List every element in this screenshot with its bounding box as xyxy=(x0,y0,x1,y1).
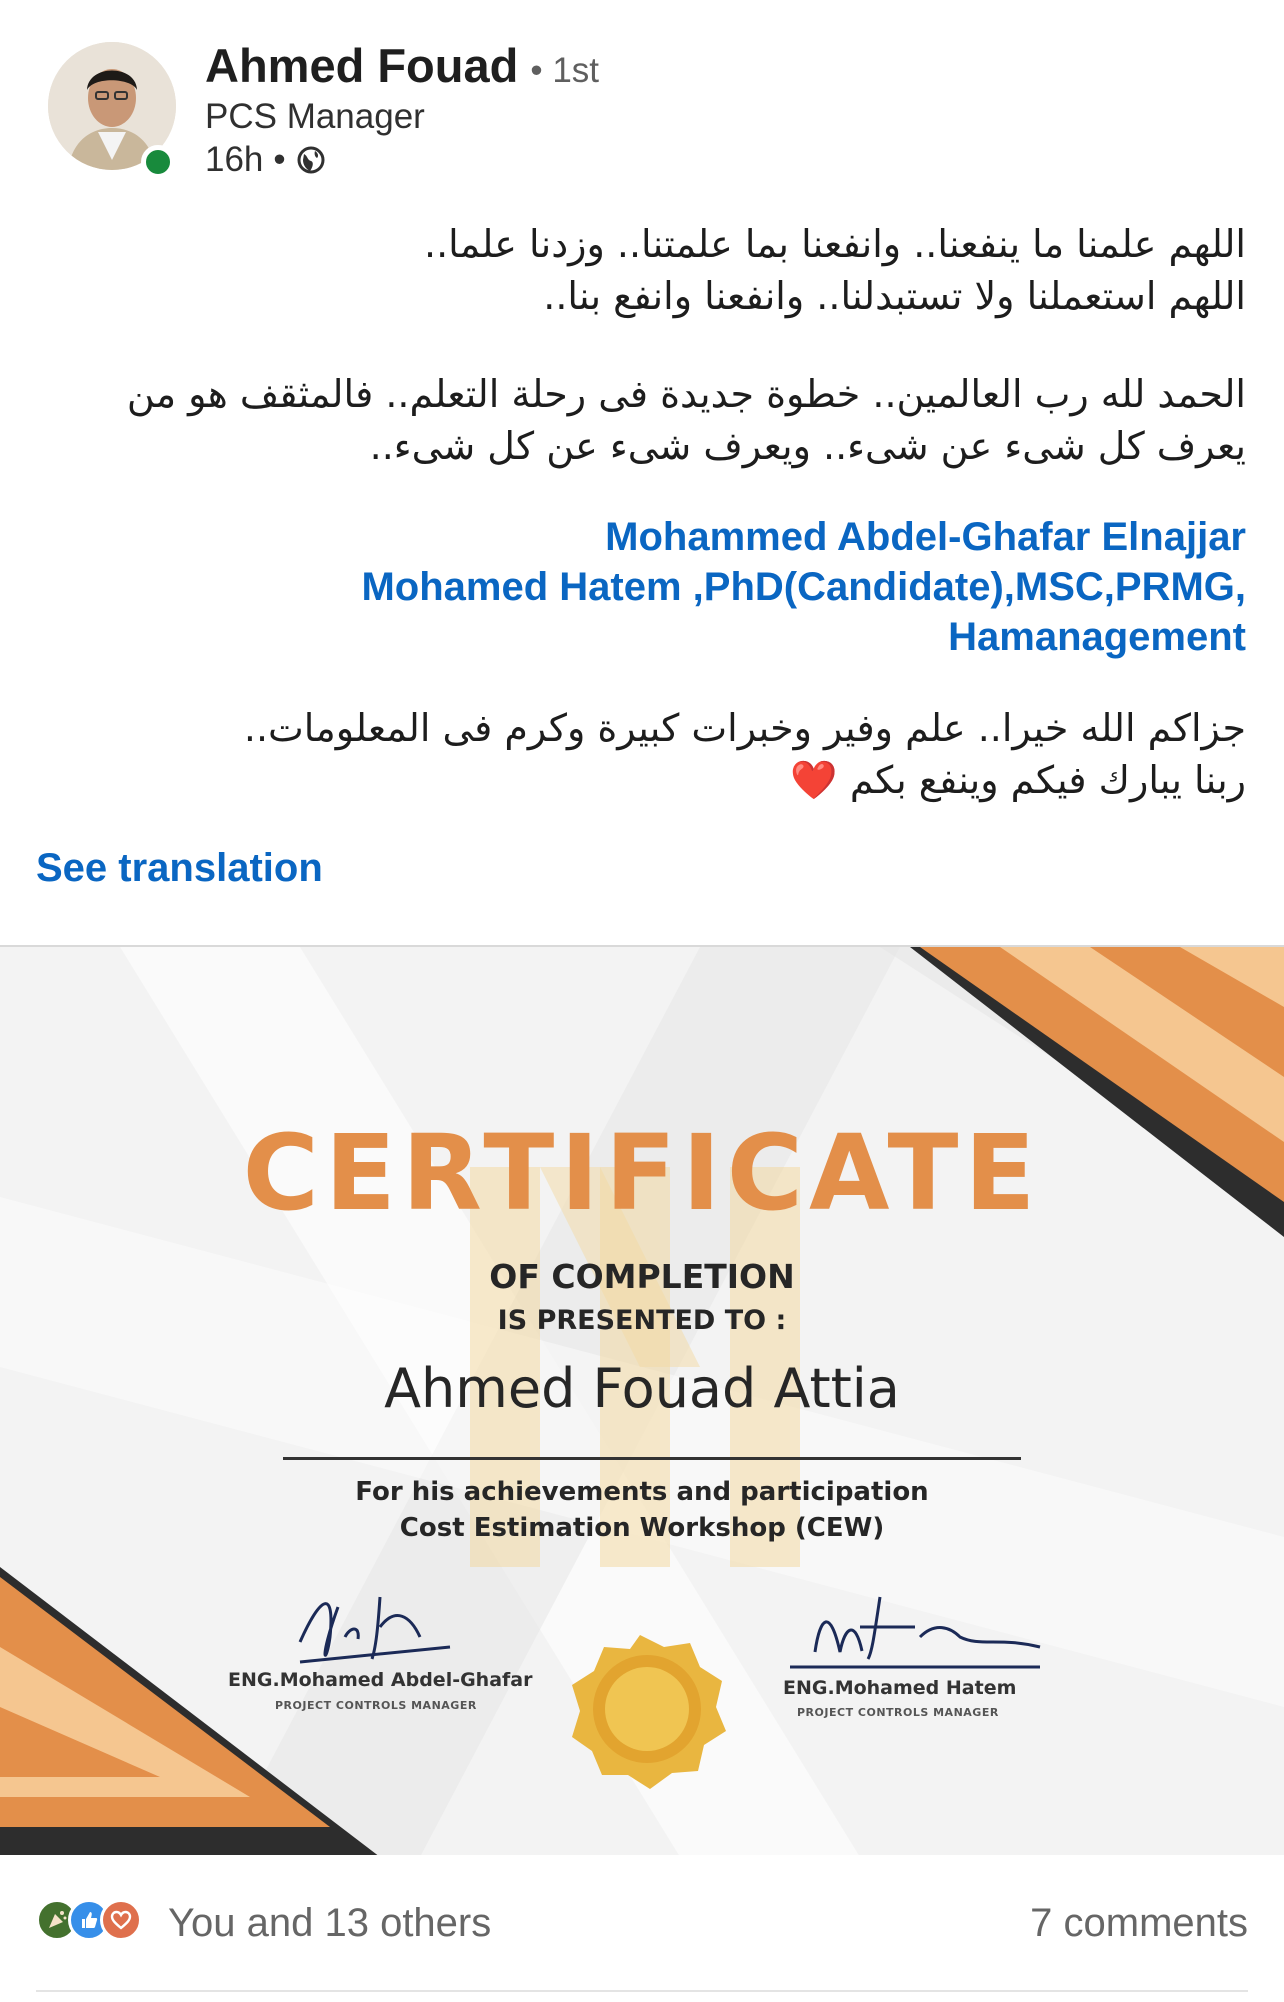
comments-count[interactable]: 7 comments xyxy=(1030,1901,1248,1945)
certificate-workshop: Cost Estimation Workshop (CEW) xyxy=(399,1513,885,1543)
see-translation-link[interactable]: See translation xyxy=(36,846,323,890)
post-line: جزاكم الله خيرا.. علم وفير وخبرات كبيرة وكرم فى المعلومات.. xyxy=(243,706,1246,750)
signatory-left-name: ENG.Mohamed Abdel-Ghafar xyxy=(228,1669,533,1691)
post-line: يعرف كل شىء عن شىء.. ويعرف شىء عن كل شىء.. xyxy=(369,424,1246,468)
reaction-icons[interactable] xyxy=(36,1899,132,1941)
post-image[interactable] xyxy=(0,945,1284,1857)
certificate-recipient: Ahmed Fouad Attia xyxy=(384,1357,900,1420)
online-status-dot xyxy=(141,145,175,179)
post-line: اللهم علمنا ما ينفعنا.. وانفعنا بما علمتنا.. وزدنا علما.. xyxy=(424,222,1246,266)
meta-separator: • xyxy=(273,140,286,179)
certificate-title: CERTIFICATE xyxy=(242,1112,1042,1234)
author-name[interactable]: Ahmed Fouad xyxy=(205,39,519,92)
signatory-right-name: ENG.Mohamed Hatem xyxy=(783,1677,1017,1699)
post-line: الحمد لله رب العالمين.. خطوة جديدة فى رحلة التعلم.. فالمثقف هو من xyxy=(126,372,1246,416)
social-counts-bar xyxy=(0,1855,1284,2002)
post-time: 16h xyxy=(205,140,264,179)
globe-icon xyxy=(296,145,326,175)
mention-link[interactable]: Mohammed Abdel-Ghafar Elnajjar xyxy=(605,515,1246,559)
signatory-right-role: PROJECT CONTROLS MANAGER xyxy=(797,1706,999,1719)
post-header xyxy=(0,0,1284,200)
certificate-presented: IS PRESENTED TO : xyxy=(497,1305,787,1336)
certificate-subtitle: OF COMPLETION xyxy=(489,1257,795,1296)
mention-link[interactable]: Hamanagement xyxy=(948,615,1246,659)
reactions-count[interactable]: You and 13 others xyxy=(168,1901,492,1945)
post-text xyxy=(36,218,1246,806)
mention-link[interactable]: Mohamed Hatem ,PhD(Candidate),MSC,PRMG, xyxy=(361,565,1246,609)
connection-degree: • 1st xyxy=(530,51,600,90)
love-icon xyxy=(100,1899,142,1941)
certificate-description: For his achievements and participation xyxy=(355,1477,929,1507)
heart-emoji: ❤️ xyxy=(790,758,838,802)
certificate-underline xyxy=(283,1457,1021,1460)
signatory-left-role: PROJECT CONTROLS MANAGER xyxy=(275,1699,477,1712)
author-headline: PCS Manager xyxy=(205,97,425,136)
post-line xyxy=(36,754,1246,806)
post-meta xyxy=(205,140,326,180)
post-line-text: ربنا يبارك فيكم وينفع بكم xyxy=(849,758,1246,802)
divider xyxy=(36,1990,1248,1992)
post-line: اللهم استعملنا ولا تستبدلنا.. وانفعنا وانفع بنا.. xyxy=(543,274,1246,318)
